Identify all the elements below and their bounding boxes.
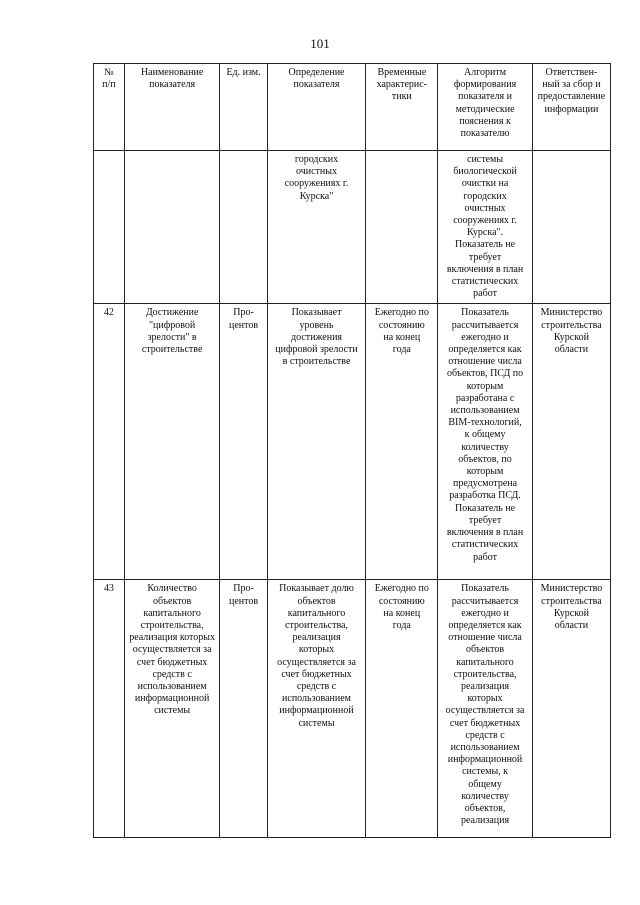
header-algorithm: Алгоритм формирования показателя и методические пояснения к показателю [438, 64, 533, 151]
cell-algorithm: Показатель рассчитывается ежегодно и определяется как отношение числа объектов, ПСД по которым разработана с использованием BIM-технологий, к общему количеству объектов, по которым предусмотрена разработка ПСД. Показатель не требует включения в план статистических работ [438, 304, 533, 580]
cell-unit: Про- центов [220, 304, 267, 580]
cell-timing: Ежегодно по состоянию на конец года [366, 304, 438, 580]
cell-responsible: Министерство строительства Курской области [532, 580, 610, 838]
cell-definition: городских очистных сооружениях г. Курска" [267, 151, 366, 304]
header-timing: Временные характерис- тики [366, 64, 438, 151]
header-definition: Определение показателя [267, 64, 366, 151]
cell-name [124, 151, 220, 304]
cell-responsible: Министерство строительства Курской области [532, 304, 610, 580]
header-name: Наименование показателя [124, 64, 220, 151]
indicators-table [93, 63, 611, 838]
cell-responsible [532, 151, 610, 304]
cell-timing [366, 151, 438, 304]
table-row [94, 580, 611, 838]
cell-timing: Ежегодно по состоянию на конец года [366, 580, 438, 838]
cell-unit: Про- центов [220, 580, 267, 838]
table-header-row [94, 64, 611, 151]
cell-number: 42 [94, 304, 125, 580]
page-number: 101 [310, 36, 330, 51]
header-number: № п/п [94, 64, 125, 151]
cell-algorithm: системы биологической очистки на городских очистных сооружениях г. Курска". Показатель не требует включения в план статистических работ [438, 151, 533, 304]
cell-number [94, 151, 125, 304]
header-unit: Ед. изм. [220, 64, 267, 151]
cell-algorithm: Показатель рассчитывается ежегодно и определяется как отношение числа объектов капитального строительства, реализация которых осуществляется за счет бюджетных средств с использованием информационной системы, к общему количеству объектов, реализация [438, 580, 533, 838]
cell-number: 43 [94, 580, 125, 838]
table-row [94, 304, 611, 580]
cell-name: Количество объектов капитального строительства, реализация которых осуществляется за счет бюджетных средств с использованием информационной системы [124, 580, 220, 838]
cell-definition: Показывает долю объектов капитального строительства, реализация которых осуществляется за счет бюджетных средств с использованием информационной системы [267, 580, 366, 838]
header-responsible: Ответствен- ный за сбор и предоставление информации [532, 64, 610, 151]
cell-name: Достижение "цифровой зрелости" в строительстве [124, 304, 220, 580]
cell-unit [220, 151, 267, 304]
cell-definition: Показывает уровень достижения цифровой зрелости в строительстве [267, 304, 366, 580]
table-row [94, 151, 611, 304]
